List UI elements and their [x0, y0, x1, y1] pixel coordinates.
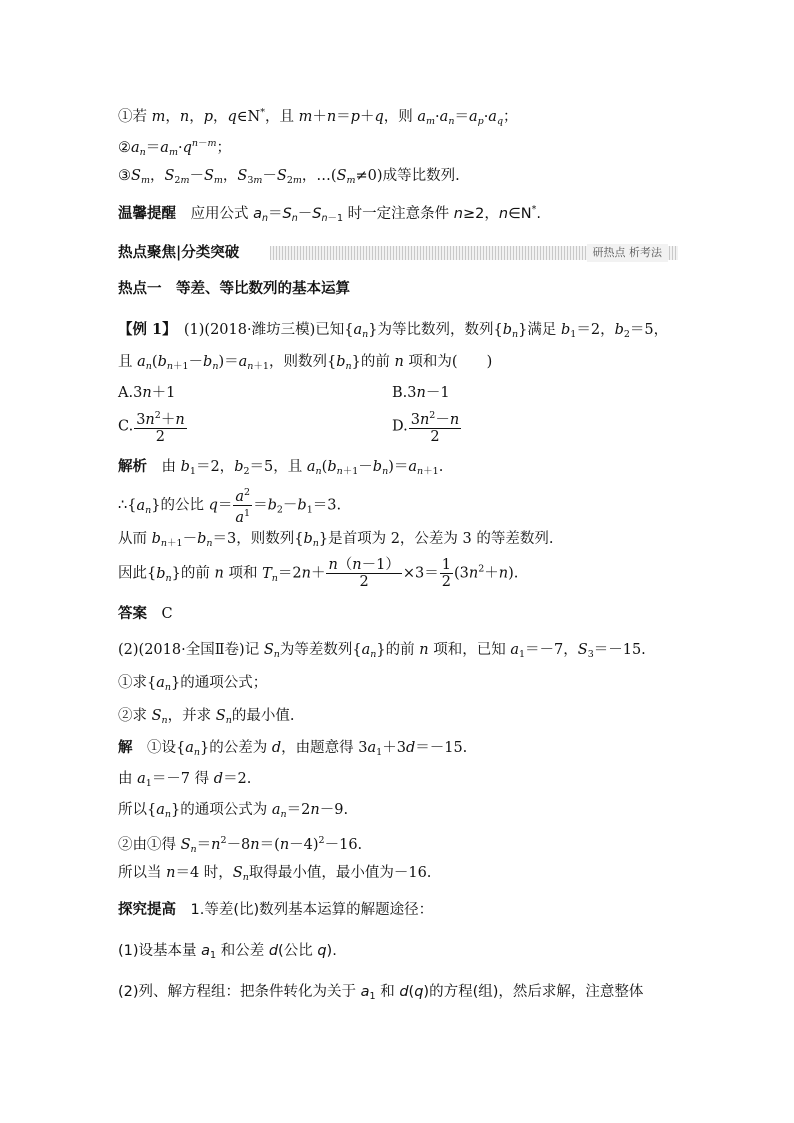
warm-reminder: 温馨提醒 应用公式 $a_n=S_n-S_{n-1}$ 时一定注意条件 n≥2，n∈N*. [118, 204, 541, 224]
property-2: $②a_n=a_m\cdot q^{n-m}$； [118, 138, 232, 158]
explore-title: 探究提高 1.等差(比)数列基本运算的解题途径： [118, 902, 434, 918]
solution-line-3: 从而 $b_{n+1}-b_n=3$，则数列$\{b_n\}$是首项为 2，公差为 3 的等差数列. [118, 531, 554, 549]
example-2-q1: ①求$\{a_n\}$的通项公式； [118, 675, 268, 693]
solution-line-1: 解析 由 $b_1=2$，$b_2=5$，且 $a_n(b_{n+1}-b_n)=a_{n+1}$. [118, 458, 444, 477]
solution-line-2: $\therefore\{a_n\}$的公比 q＝ $\frac{a^2}{a^1}$ $=b_2-b_1=3$. [118, 487, 342, 526]
banner-tag: 研热点 析考法 [587, 244, 669, 262]
example-2-sol-5: 所以当 n＝4 时，$S_n$取得最小值，最小值为－16. [118, 865, 432, 883]
example-1-line-2: 且 $a_n(b_{n+1}-b_n)=a_{n+1}$，则数列$\{b_n\}$的前 n 项和为( ) [118, 354, 493, 372]
option-c: C. $\frac{3n^2+n}{2}$ [118, 410, 185, 445]
example-2-statement: (2)(2018·全国Ⅱ卷)记 $S_n$为等差数列$\{a_n\}$的前 n 项和，已知 $a_1=-7$，$S_3=-15$. [118, 642, 646, 660]
answer-line: 答案 C [118, 605, 173, 622]
solution-line-4: 因此$\{b_n\}$的前 n 项和 $T_n=2n+$ $\frac{n(n-1)}{2}$ ×3＝ $\frac{1}{2}$ $(3n^2+n)$. [118, 557, 519, 590]
banner-title: 热点聚焦|分类突破 [118, 242, 243, 264]
example-2-sol-1: 解 ①设$\{a_n\}$的公差为 d，由题意得 $3a_1+3d=-15$. [118, 739, 468, 758]
explore-item-1: (1)设基本量 $a_1$ 和公差 d(公比 q). [118, 943, 337, 961]
hotspot-title: 热点一 等差、等比数列的基本运算 [118, 280, 350, 297]
option-b: B.3n－1 [392, 385, 450, 401]
property-1: ①若 m，n，p，q∈N*，且 m＋n＝p＋q，则 $a_m\cdot a_n=a_p\cdot a_q$； [118, 107, 518, 127]
example-2-sol-2: 由 $a_1=-7$ 得 d＝2. [118, 771, 252, 789]
explore-item-2: (2)列、解方程组：把条件转化为关于 $a_1$ 和 d(q)的方程(组)，然后求解，注意整体 [118, 984, 644, 1002]
example-2-q2: ②求 $S_n$，并求 $S_n$的最小值. [118, 708, 295, 726]
example-2-sol-4: ②由①得 $S_n=n^2-8n=(n-4)^2-16$. [118, 835, 363, 855]
section-banner [118, 242, 678, 264]
property-3: $③S_m$，$S_{2m}-S_m$，$S_{3m}-S_{2m}$，$\dots(S_m\ne 0)$成等比数列. [118, 168, 460, 186]
example-1-line-1: 【例 1】 (1)(2018·潍坊三模)已知$\{a_n\}$为等比数列，数列$\{b_n\}$满足 $b_1=2$，$b_2=5$， [118, 321, 669, 340]
option-d: D. $\frac{3n^2-n}{2}$ [392, 410, 460, 445]
example-2-sol-3: 所以$\{a_n\}$的通项公式为 $a_n=2n-9$. [118, 802, 349, 820]
option-a: A.3n＋1 [118, 385, 176, 401]
